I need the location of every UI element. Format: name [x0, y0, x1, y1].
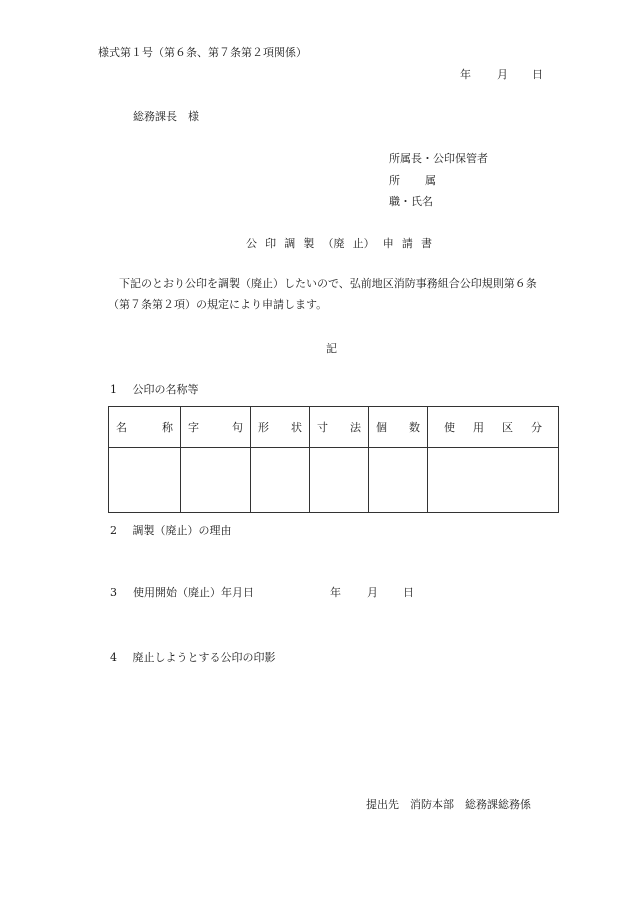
cell-count[interactable] [369, 448, 428, 513]
section-2-label: 調製（廃止）の理由 [132, 524, 232, 537]
section-1-label: 公印の名称等 [132, 383, 199, 396]
form-id: 様式第１号（第６条、第７条第２項関係） [98, 46, 307, 59]
table-row [109, 448, 559, 513]
applicant-name-title: 職・氏名 [389, 195, 433, 208]
header-name: 名 称 [109, 407, 181, 448]
header-size: 寸 法 [310, 407, 369, 448]
header-count: 個 数 [369, 407, 428, 448]
section-3-year: 年 [330, 586, 341, 599]
section-3-day: 日 [403, 586, 414, 599]
header-shape: 形 状 [251, 407, 310, 448]
date-day: 日 [532, 68, 543, 81]
section-4-heading [110, 652, 276, 663]
title-char: 調 [284, 237, 296, 250]
ki-label: 記 [326, 342, 337, 355]
cell-shape[interactable] [251, 448, 310, 513]
title-char: 印 [265, 237, 277, 250]
applicant-affiliation-a: 所 [389, 174, 400, 187]
document-title [246, 238, 432, 249]
date-month: 月 [497, 68, 508, 81]
seal-table [108, 406, 559, 513]
title-char: （廃 [322, 237, 345, 250]
header-usage-category: 使 用 区 分 [428, 407, 559, 448]
cell-wording[interactable] [181, 448, 251, 513]
section-3-month: 月 [367, 586, 378, 599]
cell-usage-category[interactable] [428, 448, 559, 513]
addressee: 総務課長 様 [133, 110, 199, 123]
body-line-1: 下記のとおり公印を調製（廃止）したいので、弘前地区消防事務組合公印規則第６条 [119, 277, 537, 290]
section-2-number: 2 [110, 524, 117, 537]
table-header-row [109, 407, 559, 448]
cell-name[interactable] [109, 448, 181, 513]
title-char: 製 [303, 237, 315, 250]
title-char: 止） [352, 237, 375, 250]
submission-destination: 提出先 消防本部 総務課総務係 [366, 798, 531, 811]
section-4-label: 廃止しようとする公印の印影 [132, 651, 276, 664]
section-3-number: 3 [110, 586, 117, 599]
title-char: 請 [401, 237, 413, 250]
section-3-label: 使用開始（廃止）年月日 [133, 586, 254, 599]
applicant-role: 所属長・公印保管者 [389, 152, 488, 165]
title-char: 書 [421, 237, 432, 250]
title-char: 申 [382, 237, 394, 250]
section-1-number: 1 [110, 383, 117, 396]
body-paragraph [108, 273, 572, 315]
date-year: 年 [460, 68, 471, 81]
header-wording: 字 句 [181, 407, 251, 448]
section-4-number: 4 [110, 651, 117, 664]
cell-size[interactable] [310, 448, 369, 513]
section-2-heading [110, 525, 232, 536]
title-char: 公 [246, 237, 257, 250]
applicant-affiliation-b: 属 [425, 174, 436, 187]
section-1-heading [110, 384, 199, 395]
body-line-2: （第７条第２項）の規定により申請します。 [108, 298, 328, 311]
